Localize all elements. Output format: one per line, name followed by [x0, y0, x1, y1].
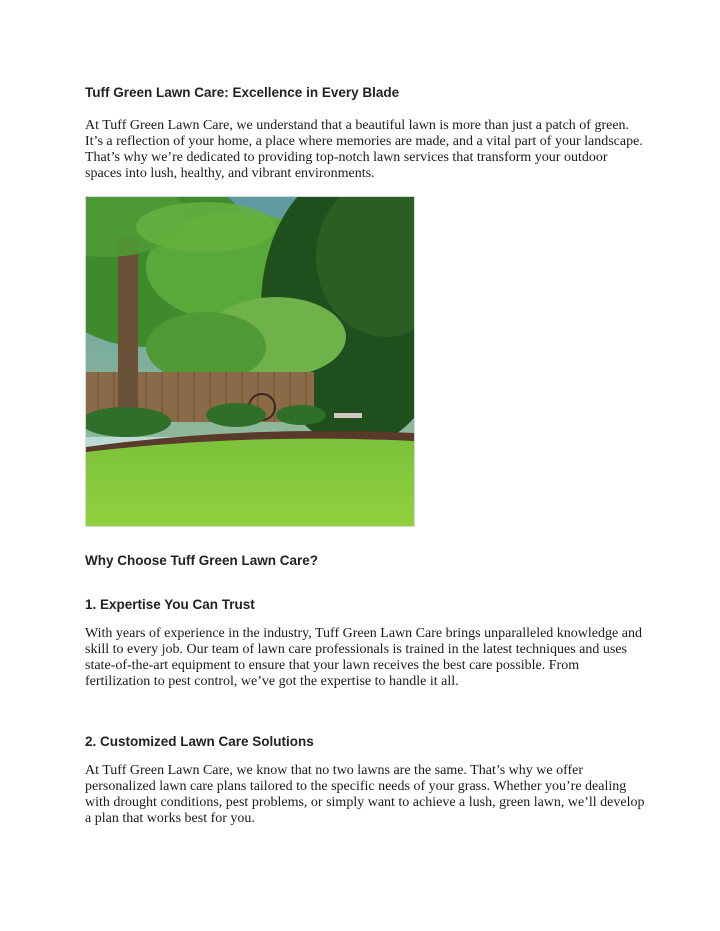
why-choose-heading: Why Choose Tuff Green Lawn Care? [85, 553, 319, 568]
section-1-body: With years of experience in the industry, Tuff Green Lawn Care brings unparalleled knowledge and skill to every job. Our team of lawn care professionals is trained in the latest techniques and uses state-of-the-art equipment to ensure that your lawn receives the best care possible. From fertilization to pest control, we’ve got the expertise to handle it all. [85, 626, 642, 689]
backyard-lawn-photo [85, 196, 415, 527]
section-1-heading: 1. Expertise You Can Trust [85, 597, 255, 612]
section-2-body: At Tuff Green Lawn Care, we know that no two lawns are the same. That’s why we offer personalized lawn care plans tailored to the specific needs of your grass. Whether you’re dealing with drought conditions, pest problems, or simply want to achieve a lush, green lawn, we’ll develop a plan that works best for you. [85, 763, 645, 826]
page-title: Tuff Green Lawn Care: Excellence in Every Blade [85, 85, 400, 100]
section-2-heading: 2. Customized Lawn Care Solutions [85, 734, 314, 749]
intro-paragraph: At Tuff Green Lawn Care, we understand that a beautiful lawn is more than just a patch of green. It’s a reflection of your home, a place where memories are made, and a vital part of your landscape. That’s why we’re dedicated to providing top-notch lawn services that transform your outdoor spaces into lush, healthy, and vibrant environments. [85, 118, 643, 181]
